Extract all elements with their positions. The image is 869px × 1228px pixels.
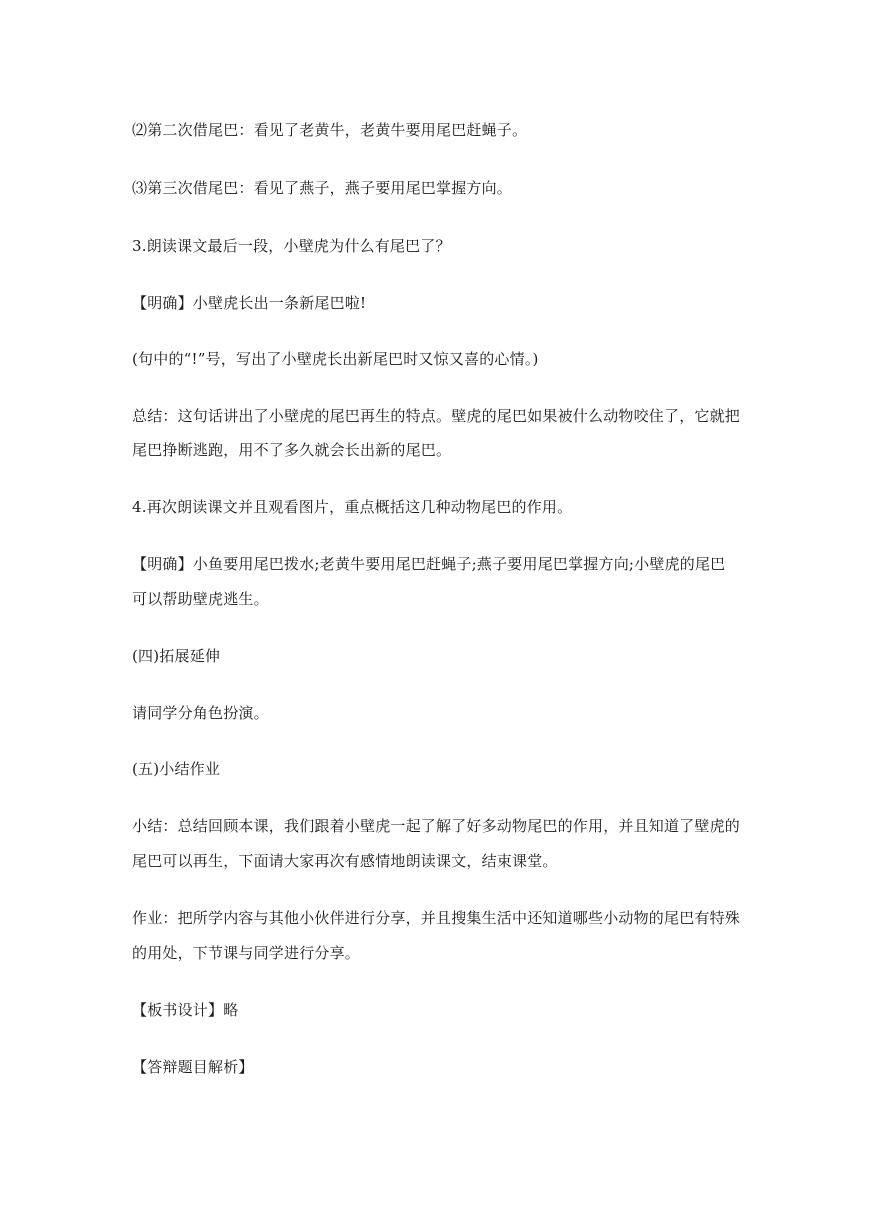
paragraph-line: 【答辩题目解析】 <box>132 1058 254 1076</box>
paragraph-line: 小结：总结回顾本课，我们跟着小壁虎一起了解了好多动物尾巴的作用，并且知道了壁虎的 <box>132 817 741 835</box>
paragraph-line: 3.朗读课文最后一段，小壁虎为什么有尾巴了？ <box>132 237 451 255</box>
paragraph-line: 尾巴挣断逃跑，用不了多久就会长出新的尾巴。 <box>132 441 452 459</box>
paragraph-line: ⑵第二次借尾巴：看见了老黄牛，老黄牛要用尾巴赶蝇子。 <box>132 121 528 139</box>
section-heading: (五)小结作业 <box>132 760 221 778</box>
paragraph-line: 的用处，下节课与同学进行分享。 <box>132 944 361 962</box>
paragraph-line: 请同学分角色扮演。 <box>132 704 269 722</box>
paragraph-line: ⑶第三次借尾巴：看见了燕子，燕子要用尾巴掌握方向。 <box>132 179 513 197</box>
paragraph-line: 可以帮助壁虎逃生。 <box>132 590 269 608</box>
paragraph-line: 总结：这句话讲出了小壁虎的尾巴再生的特点。壁虎的尾巴如果被什么动物咬住了，它就把 <box>132 407 741 425</box>
paragraph-line: (句中的“!”号，写出了小壁虎长出新尾巴时又惊又喜的心情。) <box>132 350 539 368</box>
paragraph-line: 【明确】小鱼要用尾巴拨水;老黄牛要用尾巴赶蝇子;燕子要用尾巴掌握方向;小壁虎的尾巴 <box>132 555 726 573</box>
section-heading: (四)拓展延伸 <box>132 647 221 665</box>
paragraph-line: 尾巴可以再生，下面请大家再次有感情地朗读课文，结束课堂。 <box>132 852 558 870</box>
paragraph-line: 【明确】小壁虎长出一条新尾巴啦! <box>132 294 367 312</box>
paragraph-line: 作业：把所学内容与其他小伙伴进行分享，并且搜集生活中还知道哪些小动物的尾巴有特殊 <box>132 909 741 927</box>
paragraph-line: 4.再次朗读课文并且观看图片，重点概括这几种动物尾巴的作用。 <box>132 498 573 516</box>
paragraph-line: 【板书设计】略 <box>132 1001 239 1019</box>
